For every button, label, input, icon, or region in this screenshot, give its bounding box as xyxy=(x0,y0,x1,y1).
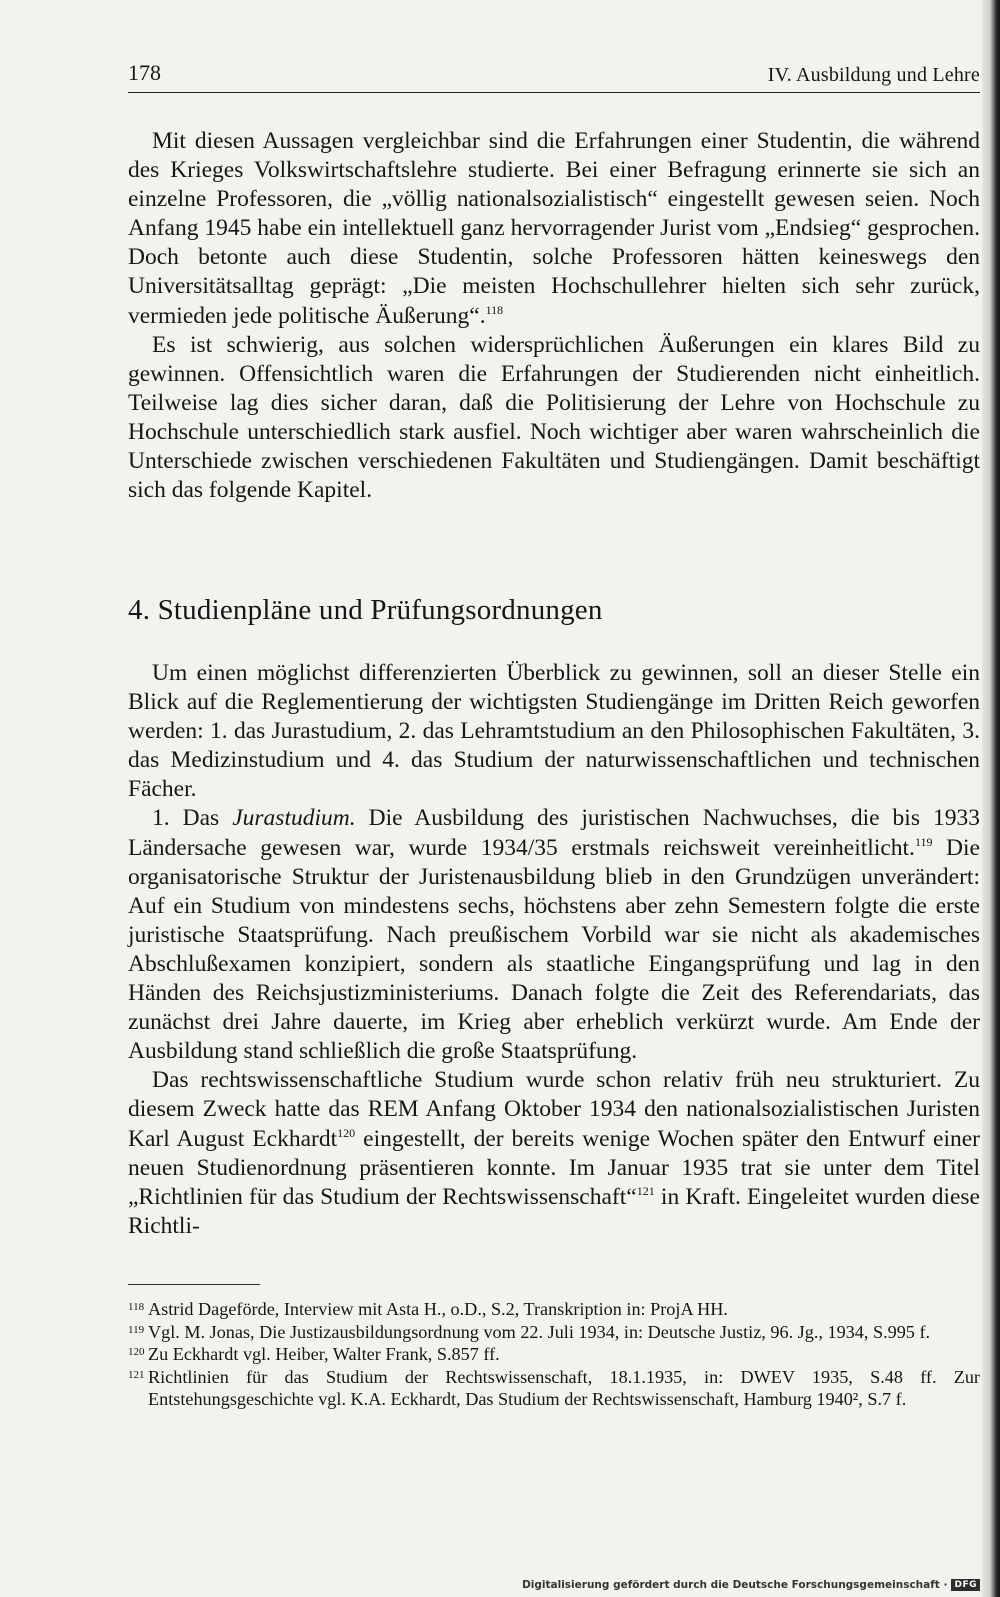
running-header xyxy=(128,58,980,93)
footnote xyxy=(128,1343,980,1366)
section-heading: 4. Studienpläne und Prüfungsordnungen xyxy=(128,594,603,626)
footnote xyxy=(128,1321,980,1344)
footnote-text: Zu Eckhardt vgl. Heiber, Walter Frank, S.857 ff. xyxy=(148,1344,500,1365)
footnote-ref: 120 xyxy=(337,1125,356,1140)
footnote-number: 120 xyxy=(128,1346,145,1359)
scan-edge xyxy=(982,0,1000,1597)
page-number: 178 xyxy=(128,60,161,85)
footnote-text: Richtlinien für das Studium der Rechtswissenschaft, 18.1.1935, in: DWEV 1935, S.48 ff. Zur Entstehungsgeschichte vgl. K.A. Eckhardt, Das Studium der Rechtswissenschaft, Hamburg 1940², S.7 f. xyxy=(148,1366,980,1410)
paragraph: Um einen möglichst differenzierten Überblick zu gewinnen, soll an dieser Stelle ein Blick auf die Reglementierung der wichtigsten Studiengänge im Dritten Reich geworfen werden: 1. das Jurastudium, 2. das Lehramtstudium an den Philosophischen Fakultäten, 3. das Medizinstudium und 4. das Studium der naturwissenschaftlichen und technischen Fächer. xyxy=(128,660,980,803)
body-text-section xyxy=(128,659,980,1241)
paragraph: 1. Das Jurastudium. Die Ausbildung des juristischen Nachwuchses, die bis 1933 Ländersache gewesen war, wurde 1934/35 erstmals reichsweit vereinheitlicht.$^{119}$ Die organisatorische Struktur der Juristenausbildung blieb in den Grundzügen unverändert: Auf ein Studium von mindestens sechs, höchstens aber zehn Semestern folgte die erste juristische Staatsprüfung. Nach preußischem Vorbild war sie nicht als akademisches Abschlußexamen konzipiert, sondern als staatliche Eingangsprüfung und lag in den Händen des Reichsjustizministeriums. Danach folgte die Zeit des Referendariats, das zunächst drei Jahre dauerte, im Krieg aber erheblich verkürzt wurde. Am Ende der Ausbildung stand schließlich die große Staatsprüfung. xyxy=(128,805,980,1065)
paragraph: Das rechtswissenschaftliche Studium wurde schon relativ früh neu strukturiert. Zu diesem Zweck hatte das REM Anfang Oktober 1934 den nationalsozialistischen Juristen Karl August Eckhardt$^{120}$ eingestellt, der bereits wenige Wochen später den Entwurf einer neuen Studienordnung präsentieren konnte. Im Januar 1935 trat sie unter dem Titel „Richtlinien für das Studium der Rechtswissenschaft“$^{121}$ in Kraft. Eingeleitet wurden diese Richtli- xyxy=(128,1067,980,1239)
footnote-text: Vgl. M. Jonas, Die Justizausbildungsordnung vom 22. Juli 1934, in: Deutsche Justiz, 96. Jg., 1934, S.995 f. xyxy=(148,1321,931,1342)
digitization-credit xyxy=(522,1579,980,1591)
italic-term: Jurastudium. xyxy=(232,805,356,832)
footnote xyxy=(128,1366,980,1411)
footnote-ref: 121 xyxy=(636,1183,655,1198)
running-head-title: IV. Ausbildung und Lehre xyxy=(767,64,980,86)
footnote-number: 118 xyxy=(128,1301,145,1313)
dfg-logo: DFG xyxy=(951,1579,980,1591)
footnote-ref: 118 xyxy=(485,302,504,317)
credit-text: Digitalisierung gefördert durch die Deutsche Forschungsgemeinschaft · xyxy=(522,1579,948,1591)
footnote-text: Astrid Dageförde, Interview mit Asta H., o.D., S.2, Transkription in: ProjA HH. xyxy=(148,1299,728,1319)
paragraph: Es ist schwierig, aus solchen widersprüchlichen Äußerungen ein klares Bild zu gewinnen. Offensichtlich waren die Erfahrungen der Studierenden nicht einheitlich. Teilweise lag dies sicher daran, daß die Politisierung der Lehre von Hochschule zu Hochschule unterschiedlich stark ausfiel. Noch wichtiger aber waren wahrscheinlich die Unterschiede zwischen verschiedenen Fakultäten und Studiengängen. Damit beschäftigt sich das folgende Kapitel. xyxy=(128,331,980,504)
footnote-ref: 119 xyxy=(914,834,933,849)
body-text-top xyxy=(128,127,980,505)
footnote-number: 119 xyxy=(128,1323,145,1336)
footnotes xyxy=(128,1298,980,1411)
paragraph: Mit diesen Aussagen vergleichbar sind die Erfahrungen einer Studentin, die während des Krieges Volkswirtschaftslehre studierte. Bei einer Befragung erinnerte sie sich an einzelne Professoren, die „völlig nationalsozialistisch“ eingestellt gewesen seien. Noch Anfang 1945 habe ein intellektuell ganz hervorragender Jurist vom „Endsieg“ gesprochen. Doch betonte auch diese Studentin, solche Professoren hätten keineswegs den Universitätsalltag geprägt: „Die meisten Hochschullehrer hielten sich sehr zurück, vermieden jede politische Äußerung“.$^{118}$ xyxy=(128,128,980,329)
footnote-number: 121 xyxy=(128,1368,145,1381)
footnote xyxy=(128,1298,980,1321)
footnote-rule xyxy=(128,1284,260,1285)
